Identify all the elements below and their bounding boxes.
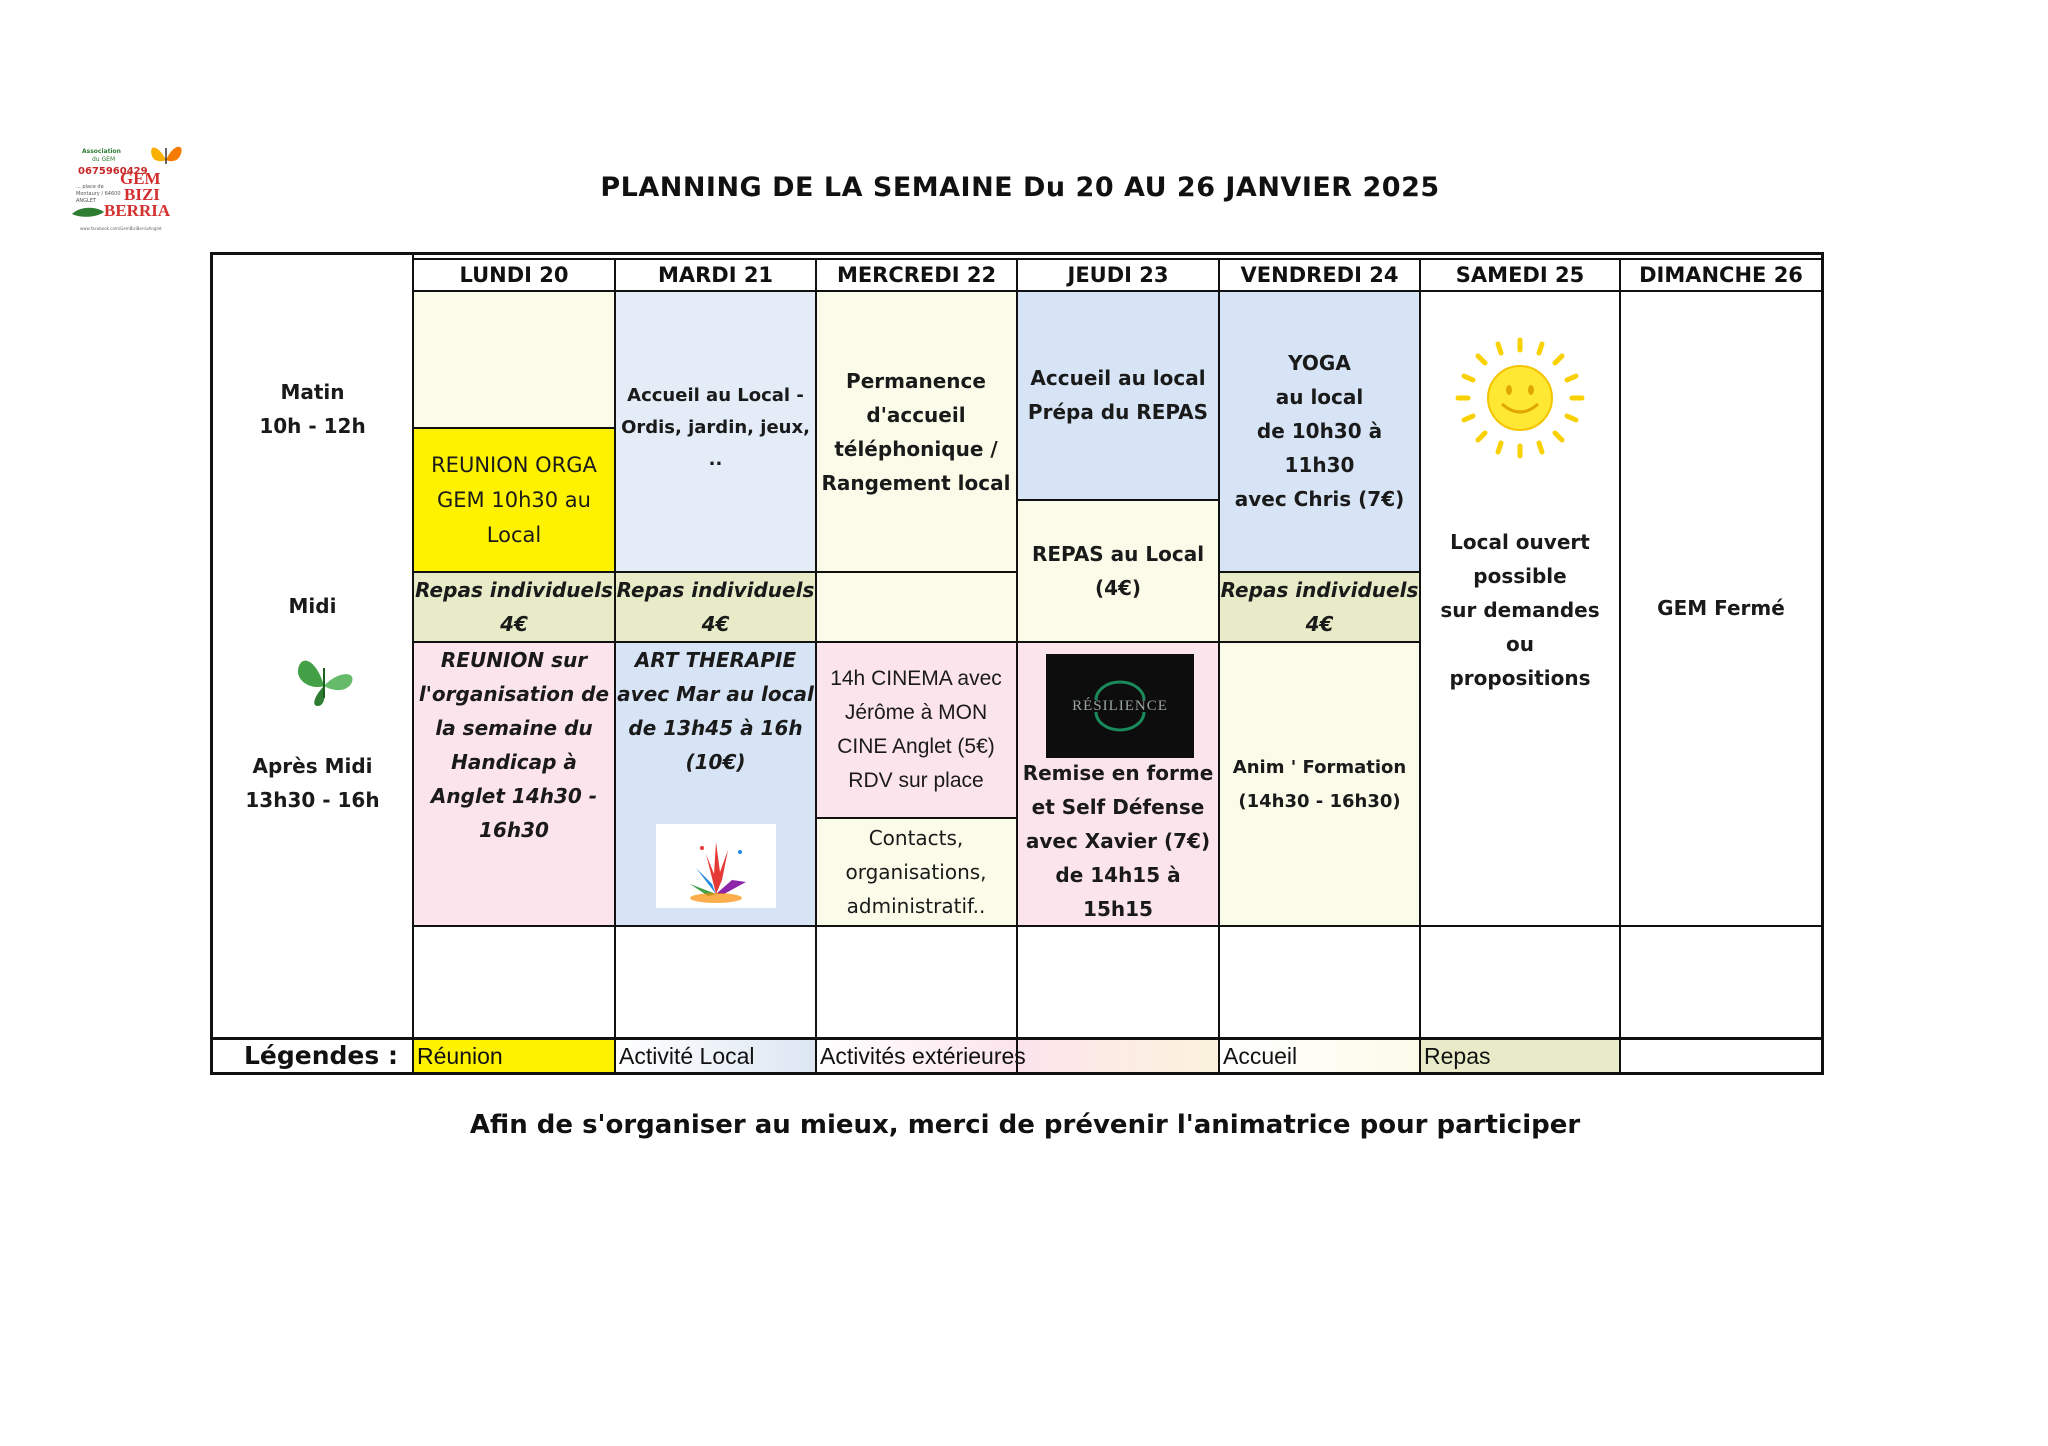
cell-line: administratif.. <box>846 894 986 918</box>
cell-line: Local <box>486 522 542 547</box>
cell-line: Accueil au local <box>1030 366 1206 390</box>
cell-line: (4€) <box>1094 576 1142 600</box>
cell-line: REPAS au Local <box>1031 542 1205 566</box>
cell-line: sur demandes <box>1440 598 1600 622</box>
legend-accueil: Accueil <box>1223 1043 1298 1069</box>
cell-line: (10€) <box>685 750 746 774</box>
mercredi-contacts <box>816 819 1016 925</box>
cell-line: 15h15 <box>1083 897 1153 921</box>
legend-repas: Repas <box>1424 1043 1491 1069</box>
cell-line: Repas individuels <box>415 578 613 602</box>
legend-activites-exterieures: Activités extérieures <box>820 1043 1026 1069</box>
cell-line: 11h30 <box>1284 453 1355 477</box>
jeudi-accueil <box>1018 360 1218 430</box>
logo-small-text: du GEM <box>92 156 116 163</box>
cell-line: ART THERAPIE <box>634 648 797 672</box>
logo-name-berria: BERRIA <box>104 201 171 220</box>
day-header-samedi: SAMEDI 25 <box>1455 263 1585 287</box>
cell-line: GEM 10h30 au <box>437 487 591 512</box>
cell-line: .. <box>708 449 723 470</box>
cell-line: 14h CINEMA avec <box>830 667 1002 690</box>
mercredi-permanence <box>816 362 1016 502</box>
cell-line: Anim ' Formation <box>1232 757 1407 778</box>
cell-line: la semaine du <box>435 716 593 740</box>
cell-line: Local ouvert <box>1450 530 1590 554</box>
day-header-vendredi: VENDREDI 24 <box>1240 263 1399 287</box>
logo-address: ... place de Montaury / 64600 ANGLET <box>76 184 121 204</box>
resilience-logo <box>1046 654 1194 758</box>
logo-name-gem: GEM <box>120 169 161 188</box>
logo <box>68 140 203 240</box>
cell-line: Handicap à <box>451 750 577 774</box>
cell-line: de 10h30 à <box>1256 419 1383 443</box>
cell-line: RDV sur place <box>848 769 984 792</box>
cell-line: Permanence <box>846 369 986 393</box>
cell-line: REUNION sur <box>440 648 588 672</box>
time-label-apres-hours: 13h30 - 16h <box>245 788 380 812</box>
vendredi-yoga <box>1220 343 1419 519</box>
cell-line: 4€ <box>500 612 528 636</box>
jeudi-repas-local <box>1018 536 1218 606</box>
mardi-repas <box>616 573 815 641</box>
cell-line: Rangement local <box>821 471 1011 495</box>
cell-line: REUNION ORGA <box>431 452 597 477</box>
sun-icon <box>1452 334 1588 462</box>
butterfly-icon <box>290 648 360 710</box>
mardi-art-therapie <box>616 643 815 783</box>
paint-splash-image <box>656 824 776 908</box>
cell-line: propositions <box>1449 666 1591 690</box>
lundi-reunion-orga <box>414 429 614 571</box>
cell-line: Accueil au Local - <box>627 385 804 406</box>
cell-line: possible <box>1473 564 1567 588</box>
cell-line: d'accueil <box>866 403 966 427</box>
cell-line: au local <box>1275 385 1364 409</box>
cell-line: Ordis, jardin, jeux, <box>621 417 810 438</box>
cell-line: ou <box>1506 632 1534 656</box>
cell-line: avec Mar au local <box>617 682 814 706</box>
day-header-lundi: LUNDI 20 <box>459 263 569 287</box>
lundi-apres-midi <box>414 643 614 855</box>
cell-line: Prépa du REPAS <box>1027 400 1209 424</box>
time-label-apres-line: Après Midi <box>252 754 373 778</box>
cell-line: Remise en forme <box>1022 761 1214 785</box>
cell-line: et Self Défense <box>1031 795 1205 819</box>
cell-line: 4€ <box>701 612 730 636</box>
cell-line: de 14h15 à <box>1055 863 1181 887</box>
samedi-local-ouvert <box>1421 522 1619 698</box>
lundi-repas <box>414 573 614 641</box>
legend-activite-local: Activité Local <box>619 1043 755 1069</box>
paint-splash-icon <box>656 824 776 908</box>
cell-line: Anglet 14h30 - <box>430 784 598 808</box>
day-header-dimanche: DIMANCHE 26 <box>1639 263 1803 287</box>
dimanche-gem-ferme: GEM Fermé <box>1657 596 1785 620</box>
butterfly-logo-icon <box>146 140 186 168</box>
vendredi-repas <box>1220 573 1419 641</box>
logo-phone: 0675960429 <box>78 166 148 177</box>
cell-line: téléphonique / <box>834 437 998 461</box>
time-label-matin-hours: 10h - 12h <box>259 414 366 438</box>
logo-footer: www.facebook.com/GemBiziBerriaAnglet <box>80 226 162 231</box>
cell-line: (14h30 - 16h30) <box>1238 791 1401 812</box>
logo-small-text: Association <box>82 148 121 155</box>
day-header-jeudi: JEUDI 23 <box>1067 263 1169 287</box>
cell-line: avec Chris (7€) <box>1234 487 1405 511</box>
page-title: PLANNING DE LA SEMAINE Du 20 AU 26 JANVIER 2025 <box>600 172 1440 203</box>
jeudi-remise-en-forme <box>1018 756 1218 926</box>
cell-line: de 13h45 à 16h <box>628 716 803 740</box>
footer-note: Afin de s'organiser au mieux, merci de prévenir l'animatrice pour participer <box>469 1110 1581 1140</box>
cell-line: Repas individuels <box>1220 578 1419 602</box>
cell-line: CINE Anglet (5€) <box>837 735 995 758</box>
legend-reunion: Réunion <box>417 1043 503 1069</box>
time-label-apres-midi <box>213 748 412 818</box>
resilience-logo-text: RÉSILIENCE <box>1072 697 1168 714</box>
cell-line: YOGA <box>1288 351 1351 375</box>
cell-line: Jérôme à MON <box>844 701 988 724</box>
mercredi-cinema <box>816 660 1016 800</box>
time-label-midi: Midi <box>288 594 337 618</box>
cell-line: Contacts, <box>868 826 964 850</box>
time-label-matin <box>213 374 412 444</box>
vendredi-anim-formation <box>1220 750 1419 820</box>
cell-line: 16h30 <box>479 818 549 842</box>
logo-name-bizi: BIZI <box>124 185 160 204</box>
cell-line: l'organisation de <box>418 682 610 706</box>
day-header-mardi: MARDI 21 <box>657 263 774 287</box>
time-label-matin-line: Matin <box>280 380 345 404</box>
cell-line: Repas individuels <box>616 578 815 602</box>
cell-line: 4€ <box>1305 612 1334 636</box>
mardi-matin <box>616 380 815 480</box>
cell-line: organisations, <box>845 860 987 884</box>
legend-label: Légendes : <box>244 1041 398 1070</box>
cell-line: avec Xavier (7€) <box>1025 829 1211 853</box>
leaf-logo-icon <box>70 206 106 220</box>
day-header-mercredi: MERCREDI 22 <box>836 263 997 287</box>
